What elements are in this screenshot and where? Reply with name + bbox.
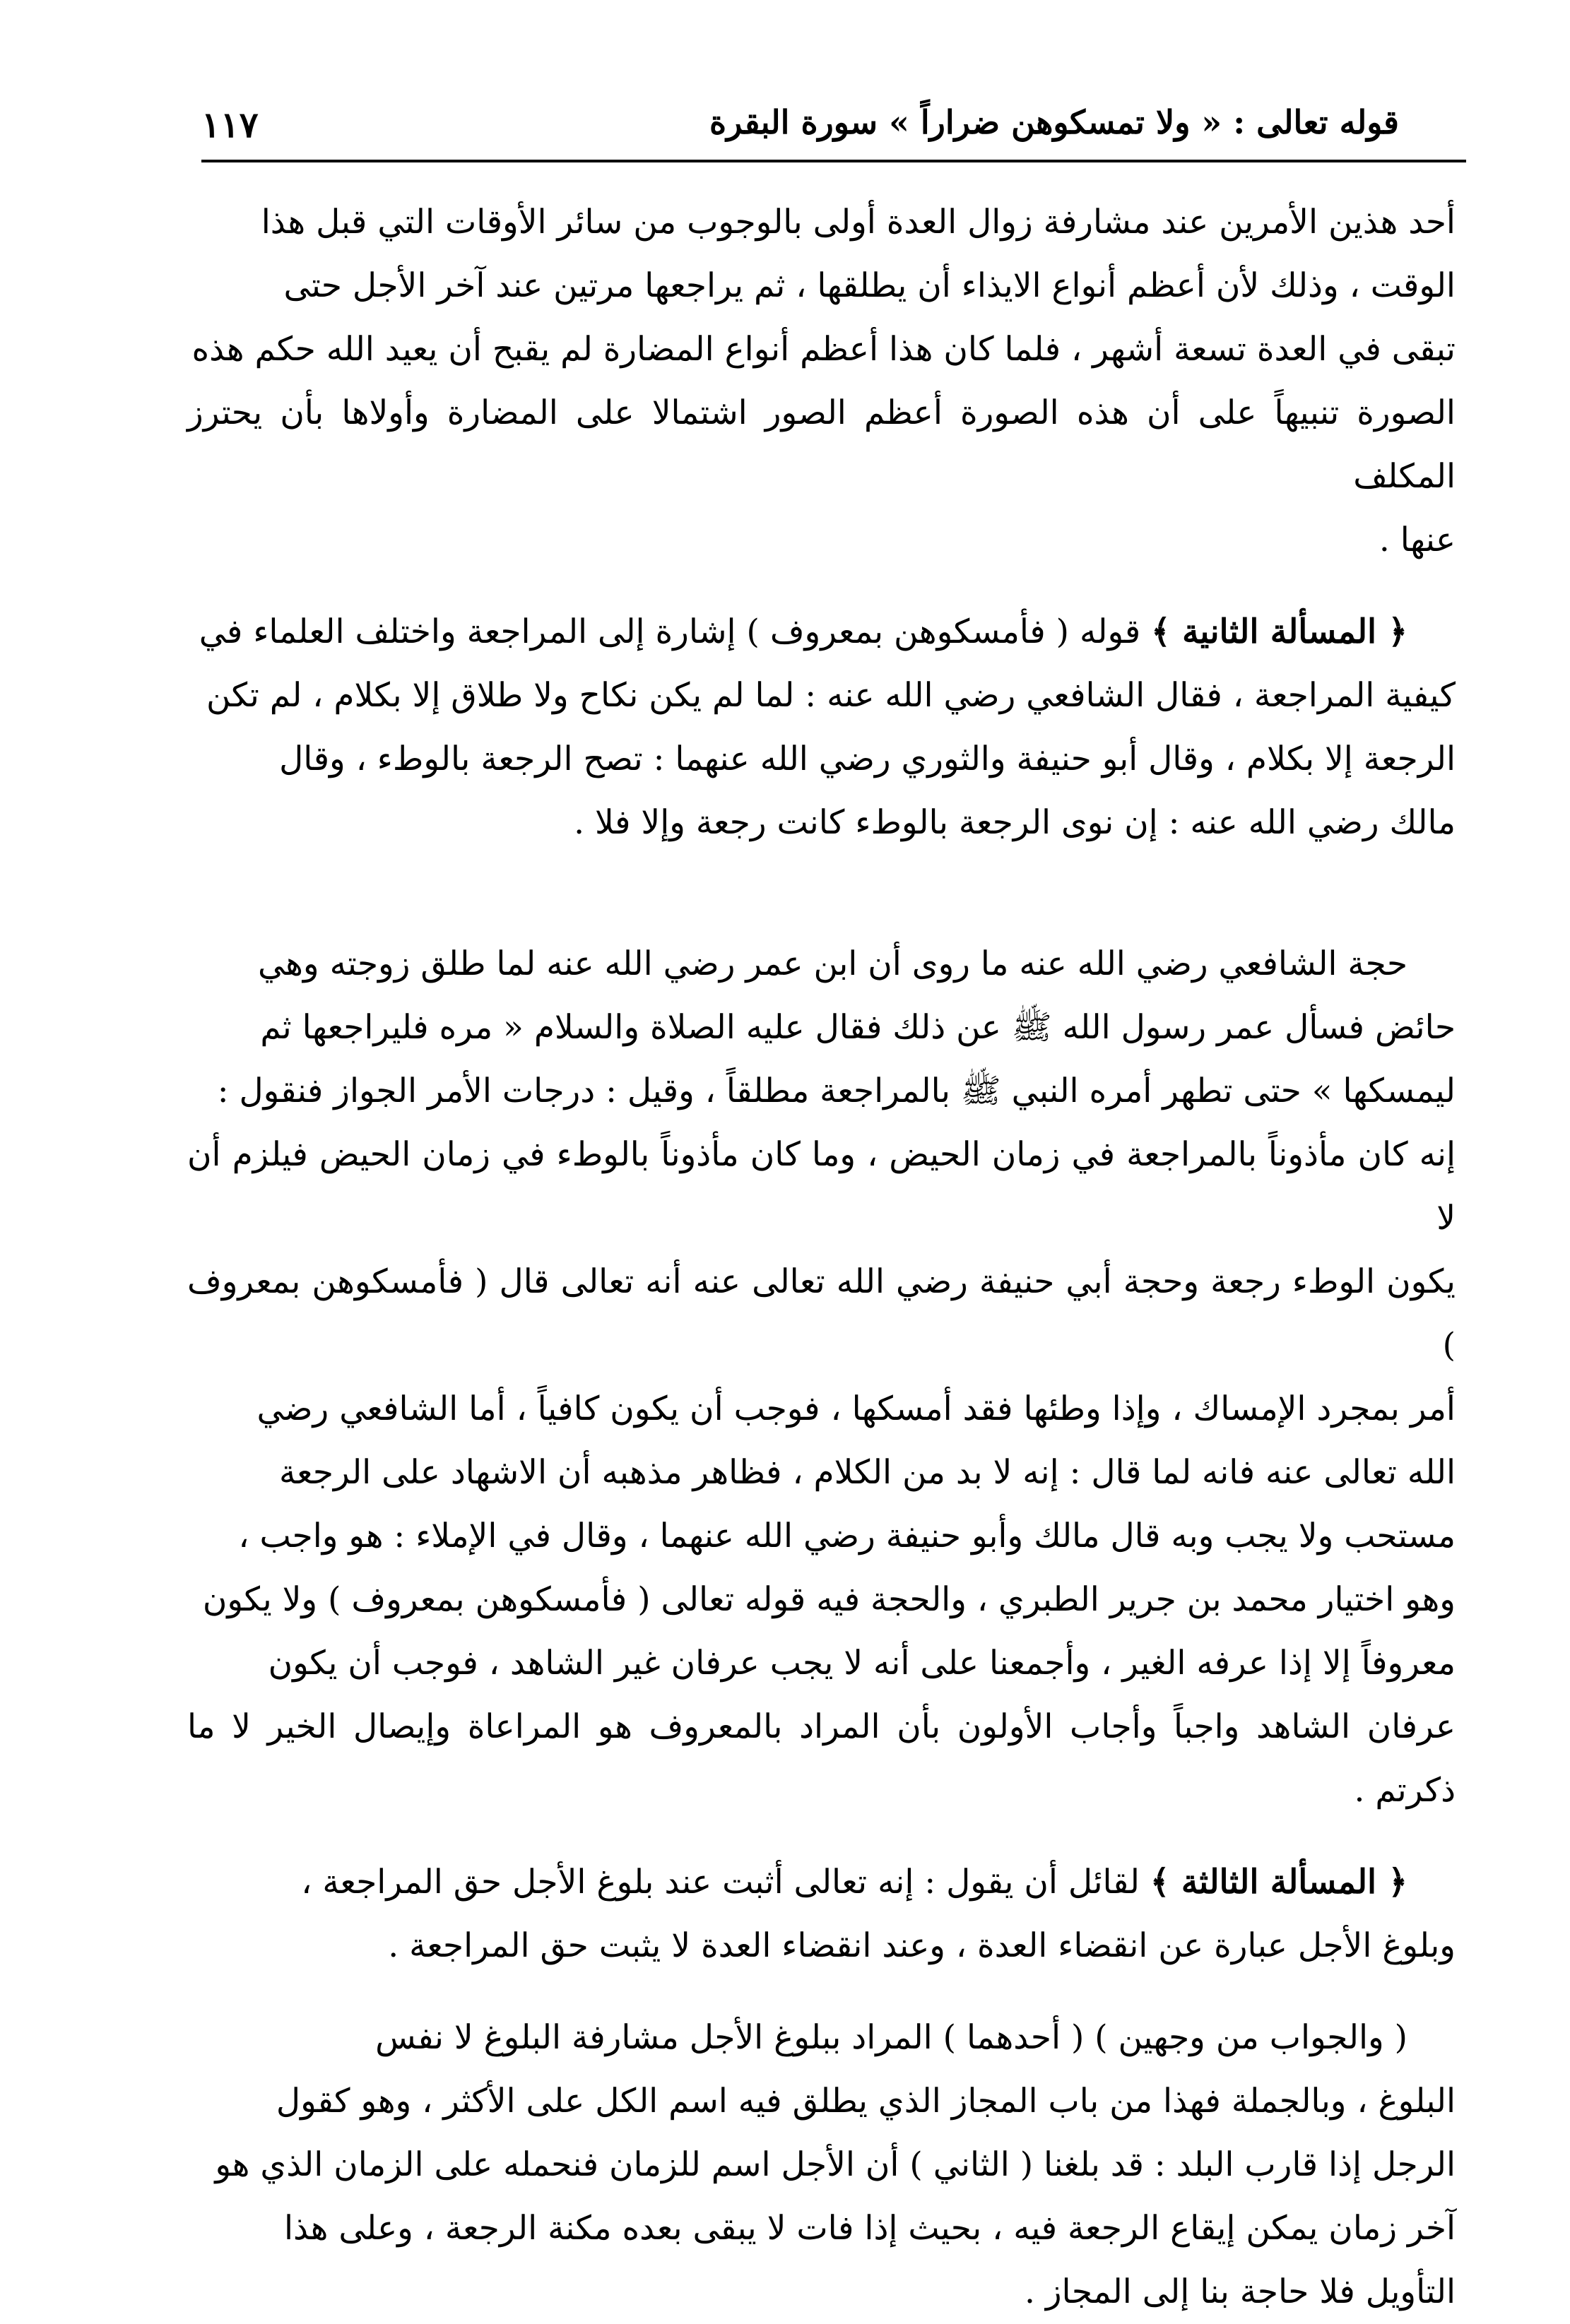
text-line: تبقى في العدة تسعة أشهر ، فلما كان هذا أعظم أنواع المضارة لم يقبح أن يعيد الله حكم هذه — [191, 330, 1456, 369]
text-line: أمر بمجرد الإمساك ، وإذا وطئها فقد أمسكها ، فوجب أن يكون كافياً ، أما الشافعي رضي — [256, 1389, 1456, 1428]
text-line: وهو اختيار محمد بن جرير الطبري ، والحجة فيه قوله تعالى ( فأمسكوهن بمعروف ) ولا يكون — [202, 1580, 1456, 1619]
text-line-content: قوله ( فأمسكوهن بمعروف ) إشارة إلى المراجعة واختلف العلماء في — [199, 612, 1141, 651]
text-line: ( والجواب من وجهين ) ( أحدهما ) المراد ببلوغ الأجل مشارفة البلوغ لا نفس — [375, 2018, 1407, 2057]
text-line: حائض فسأل عمر رسول الله ﷺ عن ذلك فقال عليه الصلاة والسلام « مره فليراجعها ثم — [260, 1008, 1456, 1047]
header-rule — [201, 160, 1466, 162]
text-line: مستحب ولا يجب وبه قال مالك وأبو حنيفة رضي الله عنهما ، وقال في الإملاء : هو واجب ، — [238, 1517, 1456, 1555]
page-number: ١١٧ — [201, 104, 259, 146]
page-body — [187, 191, 1456, 2324]
text-line — [187, 1851, 1456, 1914]
paragraph-third-issue — [187, 1851, 1456, 1978]
section-title-third-issue: ﴿ المسألة الثالثة ﴾ — [1150, 1863, 1407, 1902]
text-line — [187, 600, 1456, 664]
section-title-second-issue: ﴿ المسألة الثانية ﴾ — [1151, 612, 1407, 651]
text-line: معروفاً إلا إذا عرفه الغير ، وأجمعنا على أنه لا يجب عرفان غير الشاهد ، فوجب أن يكون — [268, 1644, 1456, 1683]
running-head: قوله تعالى : « ولا تمسكوهن ضراراً » سورة البقرة — [709, 103, 1399, 141]
paragraph-second-issue — [187, 600, 1456, 855]
text-line: البلوغ ، وبالجملة فهذا من باب المجاز الذي يطلق فيه اسم الكل على الأكثر ، وهو كقول — [276, 2082, 1456, 2121]
text-line: الله تعالى عنه فانه لما قال : إنه لا بد من الكلام ، فظاهر مذهبه أن الاشهاد على الرجعة — [278, 1453, 1456, 1492]
text-line: الوقت ، وذلك لأن أعظم أنواع الايذاء أن يطلقها ، ثم يراجعها مرتين عند آخر الأجل حتى — [283, 266, 1456, 305]
text-line: الرجل إذا قارب البلد : قد بلغنا ( الثاني ) أن الأجل اسم للزمان فنحمله على الزمان الذي هو — [215, 2145, 1456, 2184]
text-line: عرفان الشاهد واجباً وأجاب الأولون بأن المراد بالمعروف هو المراعاة وإيصال الخير لا ما ذكرتم . — [187, 1707, 1456, 1810]
paragraph-shafii-argument — [187, 932, 1456, 1822]
text-line: التأويل فلا حاجة بنا إلى المجاز . — [1024, 2272, 1456, 2311]
text-line: ليمسكها » حتى تطهر أمره النبي ﷺ بالمراجعة مطلقاً ، وقيل : درجات الأمر الجواز فنقول : — [217, 1072, 1456, 1110]
text-line: الصورة تنبيهاً على أن هذه الصورة أعظم الصور اشتمالا على المضارة وأولاها بأن يحترز المكلف — [187, 393, 1456, 496]
text-line: الرجعة إلا بكلام ، وقال أبو حنيفة والثوري رضي الله عنهما : تصح الرجعة بالوطء ، وقال — [279, 740, 1456, 778]
text-line: آخر زمان يمكن إيقاع الرجعة فيه ، بحيث إذا فات لا يبقى بعده مكنة الرجعة ، وعلى هذا — [283, 2209, 1456, 2248]
text-line: مالك رضي الله عنه : إن نوى الرجعة بالوطء كانت رجعة وإلا فلا . — [574, 803, 1456, 842]
text-line-content: لقائل أن يقول : إنه تعالى أثبت عند بلوغ الأجل حق المراجعة ، — [301, 1863, 1140, 1902]
text-line: يكون الوطء رجعة وحجة أبي حنيفة رضي الله تعالى عنه أنه تعالى قال ( فأمسكوهن بمعروف ) — [187, 1262, 1456, 1365]
text-line: إنه كان مأذوناً بالمراجعة في زمان الحيض ، وما كان مأذوناً بالوطء في زمان الحيض فيلزم أن لا — [187, 1135, 1456, 1238]
text-line: أحد هذين الأمرين عند مشارفة زوال العدة أولى بالوجوب من سائر الأوقات التي قبل هذا — [261, 203, 1456, 242]
text-line: وبلوغ الأجل عبارة عن انقضاء العدة ، وعند انقضاء العدة لا يثبت حق المراجعة . — [388, 1926, 1456, 1965]
paragraph-answer — [187, 2006, 1456, 2324]
text-line: عنها . — [1379, 521, 1456, 559]
paragraph-continuation — [187, 191, 1456, 572]
page-header — [201, 97, 1466, 161]
text-line: حجة الشافعي رضي الله عنه ما روى أن ابن عمر رضي الله عنه لما طلق زوجته وهي — [257, 944, 1407, 983]
text-line: كيفية المراجعة ، فقال الشافعي رضي الله عنه : لما لم يكن نكاح ولا طلاق إلا بكلام ، لم تكن — [206, 676, 1456, 715]
